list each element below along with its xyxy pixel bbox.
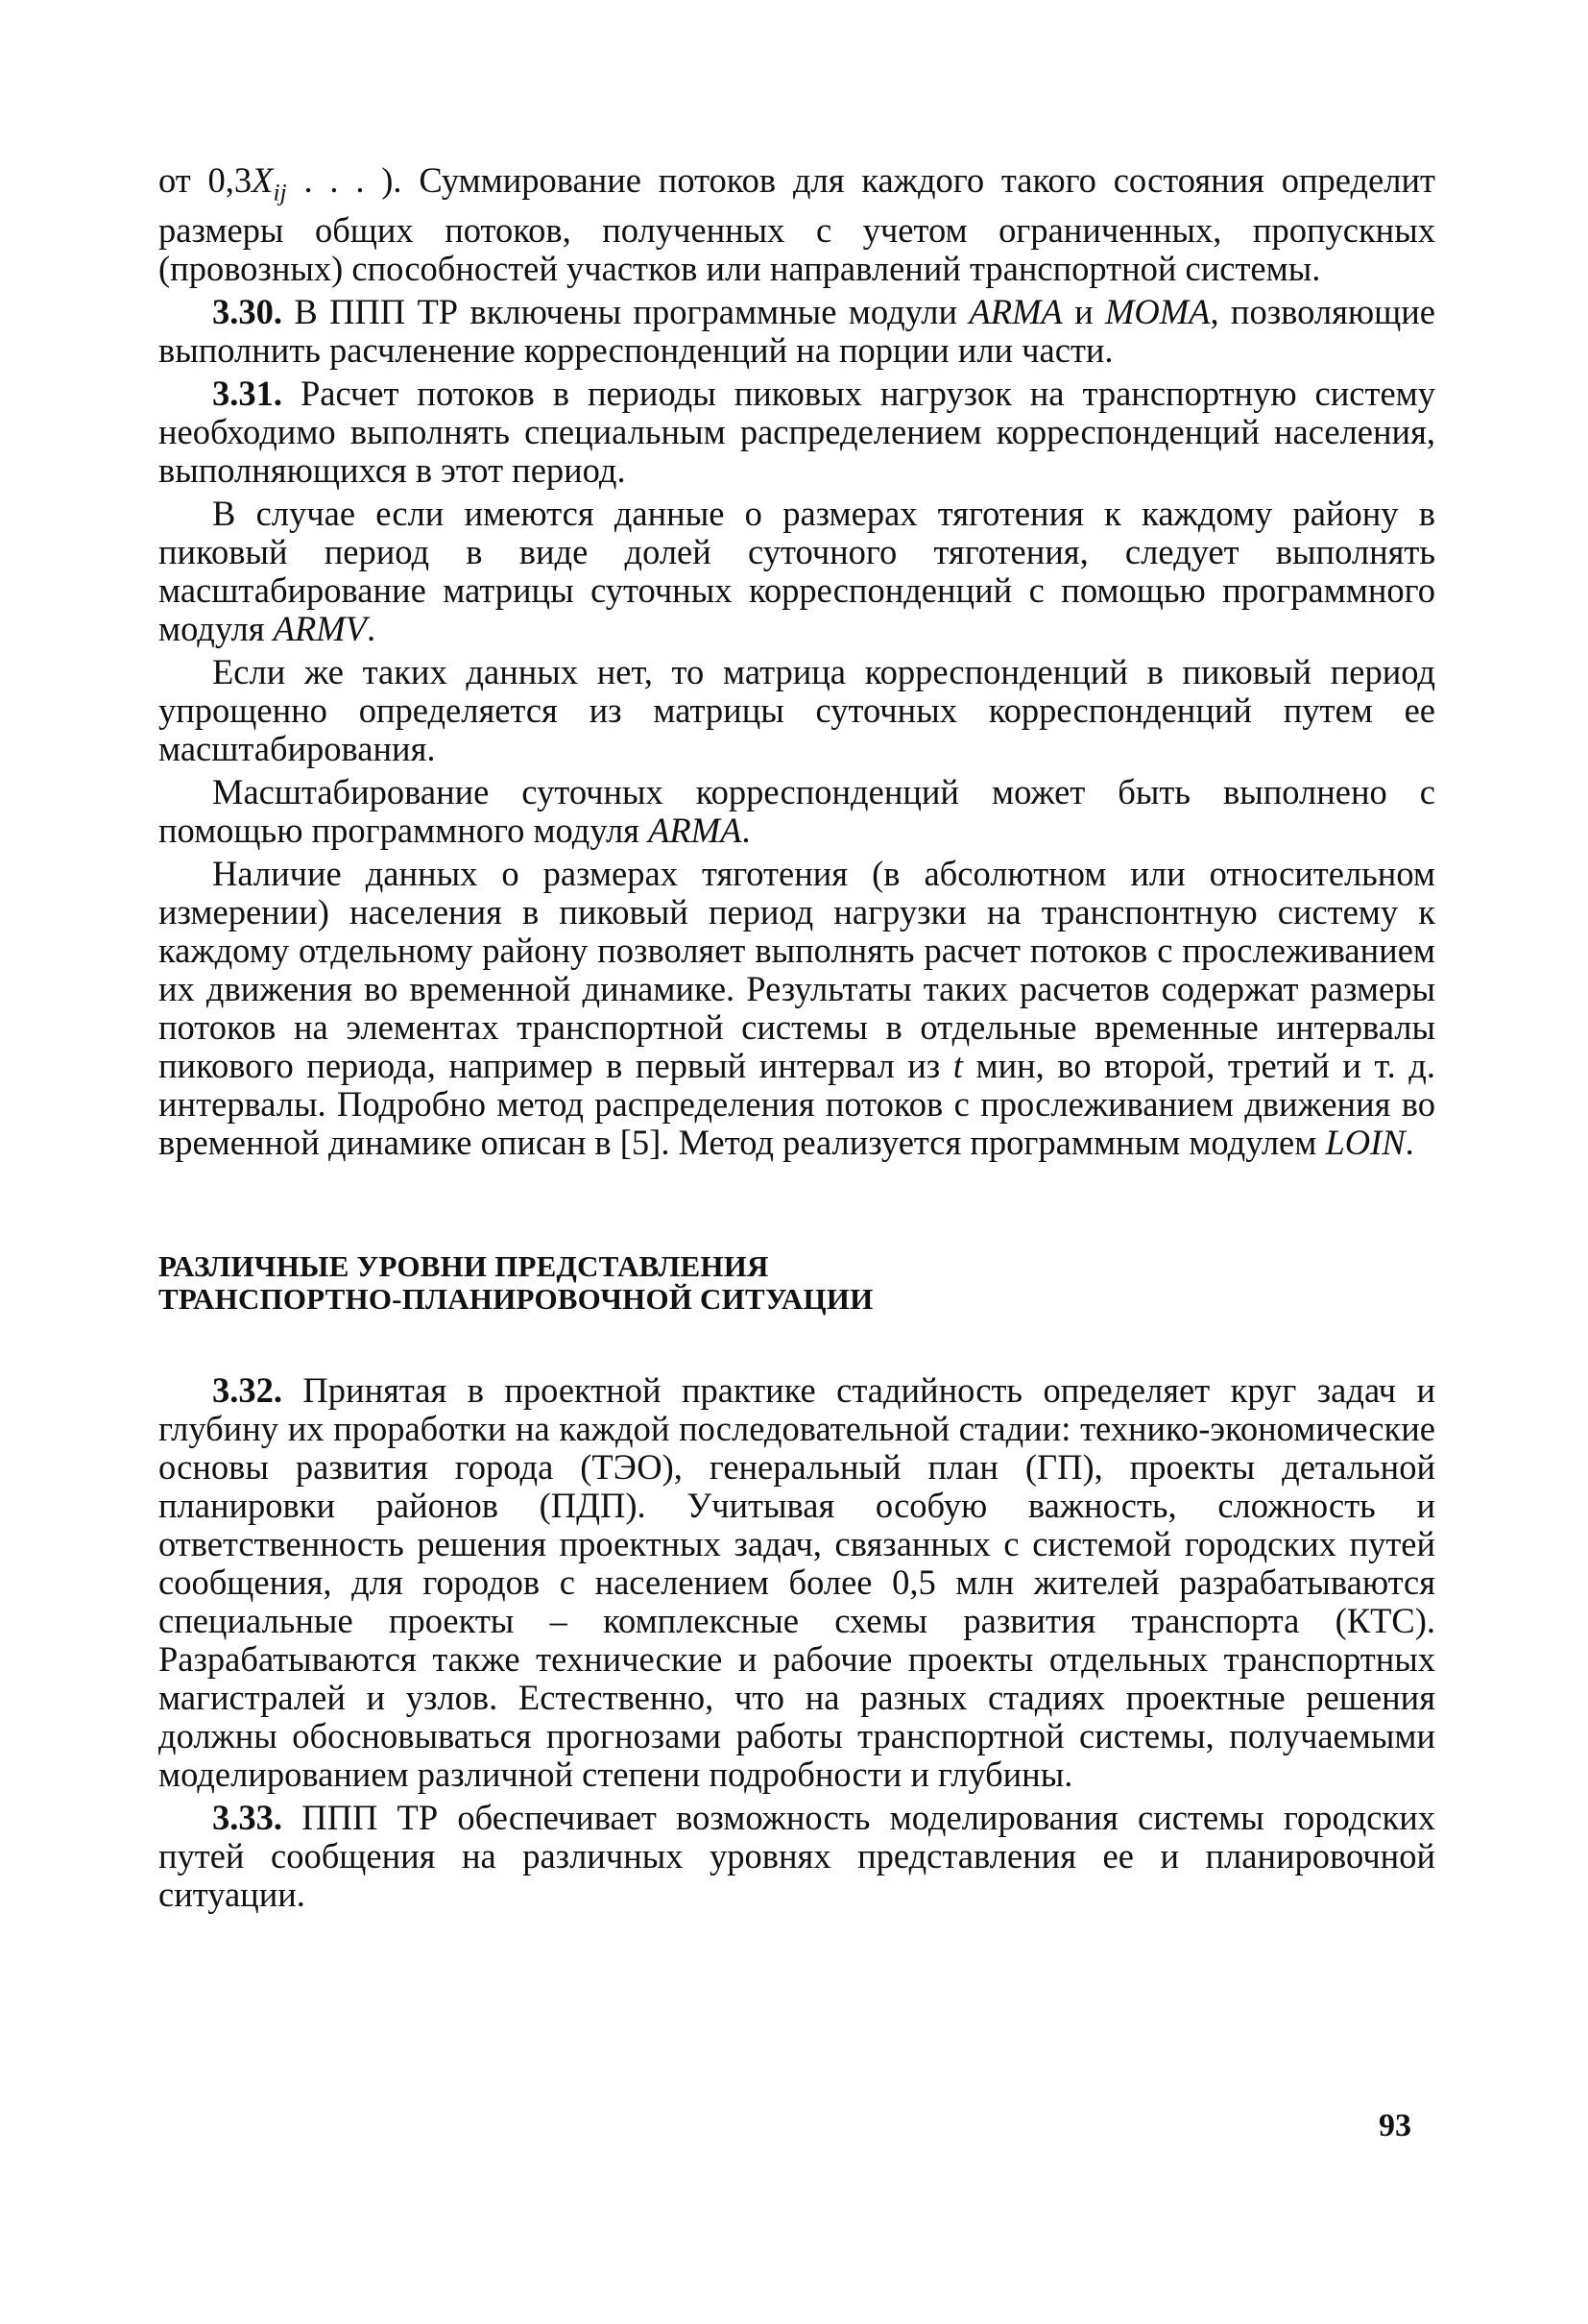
page-number: 93	[1379, 2108, 1411, 2143]
text-run: Масштабирование суточных корреспонденций может быть выполнено с помощью программного модуля	[158, 772, 1435, 851]
section-heading	[158, 1250, 1435, 1316]
italic-term: ARMV	[273, 609, 367, 649]
paragraph	[158, 653, 1435, 768]
text-run: В случае если имеются данные о размерах тяготения к каждому району в пиковый период в виде долей суточного тяготения, следует выполнять масштабирование матрицы суточных корреспонденций с помощью программного модуля	[158, 494, 1435, 649]
clause-number: 3.33.	[212, 1798, 282, 1838]
paragraph	[158, 855, 1435, 1162]
page-body	[158, 161, 1435, 1919]
text-run: Если же таких данных нет, то матрица корреспонденций в пиковый период упрощенно определяется из матрицы суточных корреспонденций путем ее масштабирования.	[158, 652, 1435, 769]
paragraph	[158, 1371, 1435, 1794]
section-heading-line-1: РАЗЛИЧНЫЕ УРОВНИ ПРЕДСТАВЛЕНИЯ	[158, 1249, 769, 1284]
text-run: В ППП ТР включены программные модули	[282, 292, 970, 332]
italic-term: ARMA	[648, 811, 742, 851]
text-run: .	[366, 609, 376, 649]
text-run: Принятая в проектной практике стадийность определяет круг задач и глубину их проработки на каждой последовательной стадии: технико-экономические основы развития города (ТЭО), генеральный план (ГП), проекты детальной планировки районов (ПДП). Учитывая особую важность, сложность и ответственность решения проектных задач, связанных с системой городских путей сообщения, для городов с населением более 0,5 млн жителей разрабатываются специальные проекты – комплексные схемы развития транспорта (КТС). Разрабатываются также технические и рабочие проекты отдельных транспортных магистралей и узлов. Естественно, что на разных стадиях проектные решения должны обосновываться прогнозами работы транспортной системы, получаемыми моделированием различной степени подробности и глубины.	[158, 1370, 1435, 1795]
paragraph	[158, 293, 1435, 370]
text-section-2	[158, 1371, 1435, 1914]
italic-term: LOIN	[1325, 1123, 1406, 1163]
text-run: .	[741, 811, 751, 851]
text-run: Наличие данных о размерах тяготения (в абсолютном или относительном измерении) населения в пиковый период нагрузки на транспонтную систему к каждому отдельному району позволяет выполнять расчет потоков с прослеживанием их движения во временной динамике. Результаты таких расчетов содержат размеры потоков на элементах транспортной системы в отдельные временные интервалы пикового периода, например в первый интервал из	[158, 854, 1435, 1086]
text-run: Расчет потоков в периоды пиковых нагрузок на транспортную систему необходимо выполнять специальным распределением корреспонденций населения, выполняющихся в этот период.	[158, 374, 1435, 491]
italic-term: ij	[273, 178, 287, 206]
text-run: , позволяющие выполнить расчленение корреспонденций на порции или части.	[158, 292, 1435, 371]
text-run: мин, во второй, третий и т. д. интервалы. Подробно метод распределения потоков с прослеживанием движения во временной динамике описан в [5]. Метод реализуется программным модулем	[158, 1046, 1436, 1163]
paragraph	[158, 495, 1435, 648]
clause-number: 3.31.	[212, 374, 282, 414]
paragraph	[158, 773, 1435, 850]
text-run: от 0,3	[158, 160, 253, 200]
paragraph	[158, 161, 1435, 288]
text-run: и	[1062, 292, 1105, 332]
paragraph	[158, 375, 1435, 490]
text-run: . . . ). Суммирование потоков для каждого такого состояния определит размеры общих потоков, полученных с учетом ограниченных, пропускных (провозных) способностей участков или направлений транспортной системы.	[158, 160, 1435, 289]
italic-term: X	[252, 160, 274, 200]
italic-term: t	[952, 1046, 963, 1086]
paragraph	[158, 1799, 1435, 1914]
italic-term: ARMA	[969, 292, 1063, 332]
italic-term: MOMA	[1104, 292, 1211, 332]
text-run: .	[1405, 1123, 1414, 1163]
clause-number: 3.32.	[212, 1370, 282, 1411]
text-run: ППП ТР обеспечивает возможность моделирования системы городских путей сообщения на различных уровнях представления ее и планировочной ситуации.	[158, 1798, 1435, 1915]
section-heading-line-2: ТРАНСПОРТНО-ПЛАНИРОВОЧНОЙ СИТУАЦИИ	[158, 1282, 874, 1317]
text-section-1	[158, 161, 1435, 1162]
clause-number: 3.30.	[212, 292, 282, 332]
